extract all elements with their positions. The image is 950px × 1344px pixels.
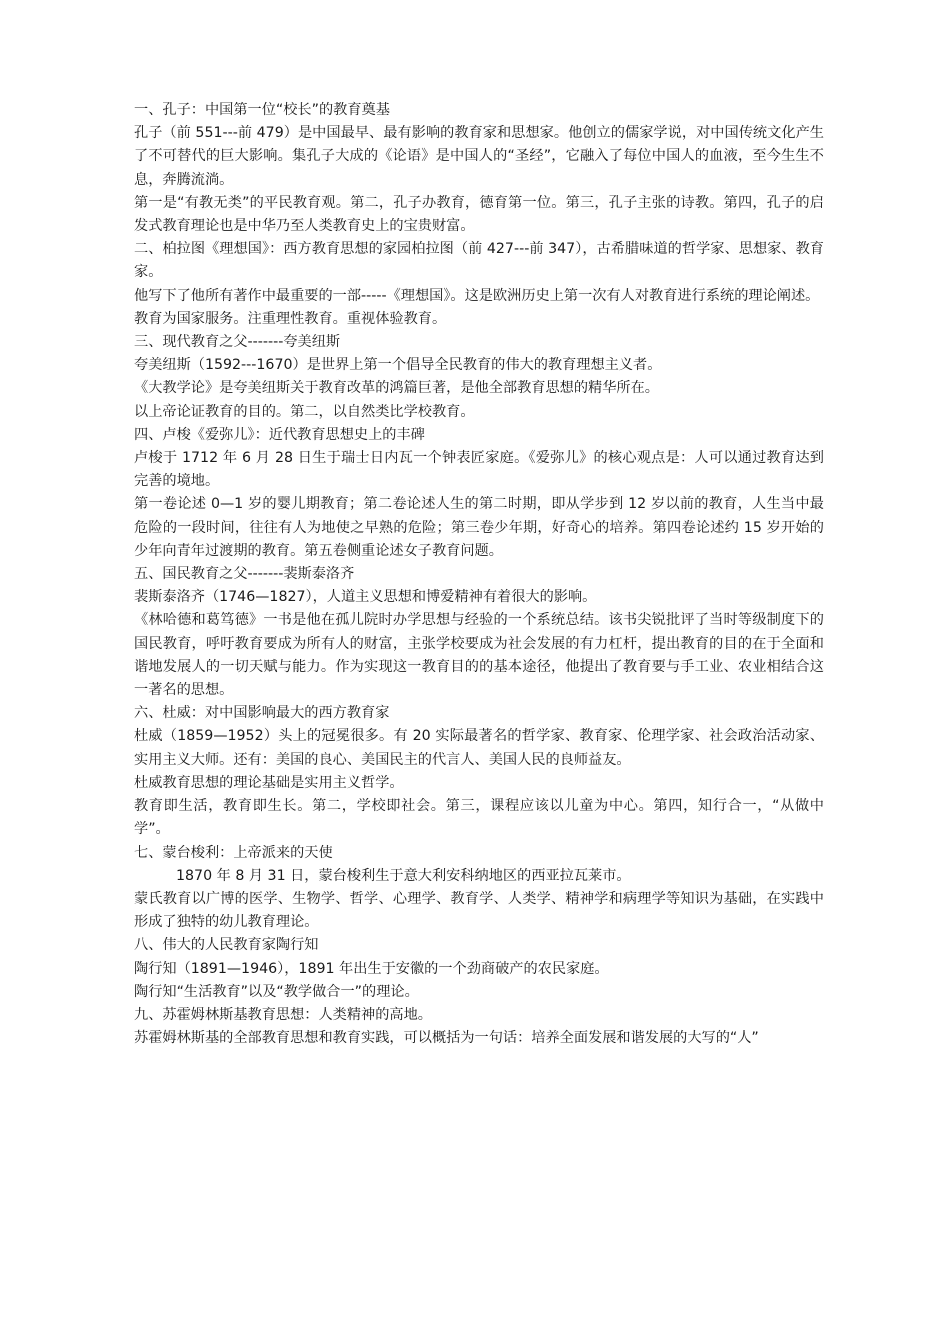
heading-dewey: 六、杜威：对中国影响最大的西方教育家: [134, 705, 390, 722]
heading-plato: 二、柏拉图《理想国》：西方教育思想的家园柏拉图（前 427---前 347），古希腊味道的哲学家、思想家、教育家。: [134, 241, 824, 281]
paragraph: 裴斯泰洛齐（1746—1827），人道主义思想和博爱精神有着很大的影响。: [134, 589, 597, 606]
heading-tao-xingzhi: 八、伟大的人民教育家陶行知: [134, 937, 319, 954]
paragraph: 教育即生活，教育即生长。第二，学校即社会。第三，课程应该以儿童为中心。第四，知行合一，“从做中学”。: [134, 798, 824, 838]
paragraph: 陶行知“生活教育”以及“教学做合一”的理论。: [134, 983, 419, 1000]
document-body: [134, 99, 824, 1050]
paragraph: 1870 年 8 月 31 日，蒙台梭利生于意大利安科纳地区的西亚拉瓦莱市。: [176, 867, 631, 884]
paragraph: 蒙氏教育以广博的医学、生物学、哲学、心理学、教育学、人类学、精神学和病理学等知识为基础，在实践中形成了独特的幼儿教育理论。: [134, 890, 824, 931]
paragraph: 陶行知（1891—1946），1891 年出生于安徽的一个劲商破产的农民家庭。: [134, 960, 609, 977]
paragraph: 卢梭于 1712 年 6 月 28 日生于瑞士日内瓦一个钟表匠家庭。《爱弥儿》的核心观点是：人可以通过教育达到完善的境地。: [134, 450, 824, 490]
paragraph: 孔子（前 551---前 479）是中国最早、最有影响的教育家和思想家。他创立的儒家学说，对中国传统文化产生了不可替代的巨大影响。集孔子大成的《论语》是中国人的“圣经”，它融入了每位中国人的血液，至今生生不息，奔腾流淌。: [134, 125, 824, 188]
heading-montessori: 七、蒙台梭利：上帝派来的天使: [134, 844, 333, 861]
heading-pestalozzi: 五、国民教育之父-------裴斯泰洛齐: [134, 566, 355, 583]
heading-rousseau: 四、卢梭《爱弥儿》：近代教育思想史上的丰碑: [134, 426, 425, 443]
paragraph: 第一卷论述 0—1 岁的婴儿期教育；第二卷论述人生的第二时期，即从学步到 12 岁以前的教育，人生当中最危险的一段时间，往往有人为地使之早熟的危险；第三卷少年期，好奇心的培养。第四卷论述约 15 岁开始的少年向青年过渡期的教育。第五卷侧重论述女子教育问题。: [134, 496, 824, 559]
paragraph: 夸美纽斯（1592---1670）是世界上第一个倡导全民教育的伟大的教育理想主义者。: [134, 357, 662, 374]
paragraph: 第一是“有教无类”的平民教育观。第二，孔子办教育，德育第一位。第三，孔子主张的诗教。第四，孔子的启发式教育理论也是中华乃至人类教育史上的宝贵财富。: [134, 194, 824, 235]
paragraph: 苏霍姆林斯基的全部教育思想和教育实践，可以概括为一句话：培养全面发展和谐发展的大写的“人”: [134, 1030, 759, 1047]
paragraph: 教育为国家服务。注重理性教育。重视体验教育。: [134, 310, 447, 327]
paragraph: 杜威（1859—1952）头上的冠冕很多。有 20 实际最著名的哲学家、教育家、伦理学家、社会政治活动家、实用主义大师。还有：美国的良心、美国民主的代言人、美国人民的良师益友。: [134, 728, 824, 768]
heading-confucius: 一、孔子：中国第一位“校长”的教育奠基: [134, 102, 390, 118]
heading-comenius: 三、现代教育之父-------夸美纽斯: [134, 334, 341, 351]
paragraph: 《林哈德和葛笃德》一书是他在孤儿院时办学思想与经验的一个系统总结。该书尖锐批评了当时等级制度下的国民教育，呼吁教育要成为所有人的财富，主张学校要成为社会发展的有力杠杆，提出教育的目的在于全面和谐地发展人的一切天赋与能力。作为实现这一教育目的的基本途径，他提出了教育要与手工业、农业相结合这一著名的思想。: [134, 612, 824, 699]
paragraph: 他写下了他所有著作中最重要的一部-----《理想国》。这是欧洲历史上第一次有人对教育进行系统的理论阐述。: [134, 287, 820, 304]
paragraph: 《大教学论》是夸美纽斯关于教育改革的鸿篇巨著，是他全部教育思想的精华所在。: [134, 380, 659, 397]
heading-sukhomlinsky: 九、苏霍姆林斯基教育思想：人类精神的高地。: [134, 1006, 432, 1023]
paragraph: 以上帝论证教育的目的。第二，以自然类比学校教育。: [134, 403, 475, 420]
paragraph: 杜威教育思想的理论基础是实用主义哲学。: [134, 774, 404, 791]
